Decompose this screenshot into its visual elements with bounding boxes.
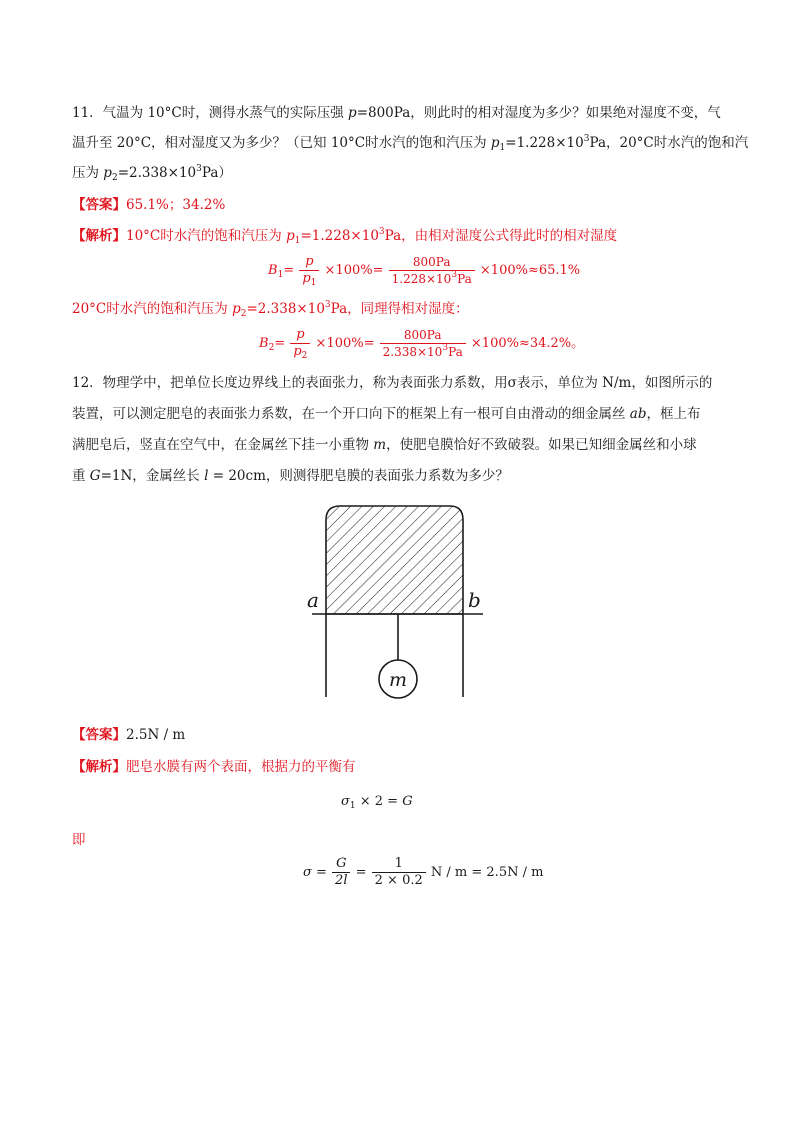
q11-answer: 【答案】65.1%；34.2% — [72, 197, 226, 213]
fraction-1-over-2x0.2: $\frac{1}{2 \times 0.2}$ — [372, 857, 426, 888]
q12-line-4: 重 G=1N，金属丝长 l = 20cm，则测得肥皂膜的表面张力系数为多少？ — [72, 468, 509, 484]
analysis-tag: 【解析】 — [72, 759, 126, 775]
fraction-p-over-p2: $\frac{p}{p_2}$ — [290, 328, 310, 359]
answer-tag: 【答案】 — [72, 727, 126, 743]
label-b: b — [468, 588, 481, 612]
label-m: m — [388, 669, 408, 691]
answer-tag: 【答案】 — [72, 197, 126, 213]
fraction-values-1: $\frac{800Pa}{1.228\times 10^3Pa}$ — [389, 255, 475, 286]
fraction-G-over-2l: $\frac{G}{2l}$ — [332, 857, 350, 888]
q12-answer: 【答案】2.5N / m — [72, 727, 186, 743]
fraction-values-2: $\frac{800Pa}{2.338\times 10^3Pa}$ — [380, 328, 466, 359]
q12-line-2: 装置，可以测定肥皂的表面张力系数，在一个开口向下的框架上有一根可自由滑动的细金属丝 ab，框上布 — [72, 406, 701, 422]
q11-analysis-2: 20°C时水汽的饱和汽压为 $p_2=2.338\times 10^3Pa$，同理得相对湿度： — [72, 300, 469, 319]
q11-formula-1: $B_1=$ $\frac{p}{p_1}$ ×100%= $\frac{800Pa}{1.228\times 10^3Pa}$ ×100%≈65.1% — [268, 254, 581, 288]
q12-line-3: 满肥皂后，竖直在空气中，在金属丝下挂一小重物 m，使肥皂膜恰好不致破裂。如果已知细金属丝和小球 — [72, 437, 697, 453]
fraction-p-over-p1: $\frac{p}{p_1}$ — [299, 255, 319, 286]
q12-analysis: 【解析】肥皂水膜有两个表面，根据力的平衡有 — [72, 759, 356, 775]
q12-line-1: 12．物理学中，把单位长度边界线上的表面张力，称为表面张力系数，用σ表示，单位为 N/m，如图所示的 — [72, 375, 713, 391]
q11-line-1: 11．气温为 10°C时，测得水蒸气的实际压强 p=800Pa，则此时的相对湿度为多少？如果绝对湿度不变，气 — [72, 105, 721, 121]
q11-formula-2: $B_2=$ $\frac{p}{p_2}$ ×100%= $\frac{800Pa}{2.338\times 10^3Pa}$ ×100%≈34.2%。 — [259, 327, 585, 361]
q11-line-2: 温升至 20°C，相对湿度又为多少？（已知 10°C时水汽的饱和汽压为 $p_1=1.228\times 10^3Pa$，20°C时水汽的饱和汽 — [72, 134, 749, 153]
q12-ji: 即 — [72, 832, 86, 848]
soap-film — [326, 506, 463, 614]
q12-equation-2: σ = $\frac{G}{2l}$ = $\frac{1}{2 \times 0.2}$ N / m = 2.5N / m — [303, 856, 544, 888]
q11-line-3: 压为 $p_2=2.338\times 10^3Pa$） — [72, 164, 232, 183]
q11-analysis-1: 【解析】10°C时水汽的饱和汽压为 $p_1=1.228\times 10^3Pa$，由相对湿度公式得此时的相对湿度 — [72, 227, 618, 246]
label-a: a — [307, 588, 319, 612]
analysis-tag: 【解析】 — [72, 228, 126, 244]
q12-equation-1: $\sigma_1 \times 2 = G$ — [341, 794, 413, 811]
soap-film-frame-figure — [300, 500, 500, 705]
